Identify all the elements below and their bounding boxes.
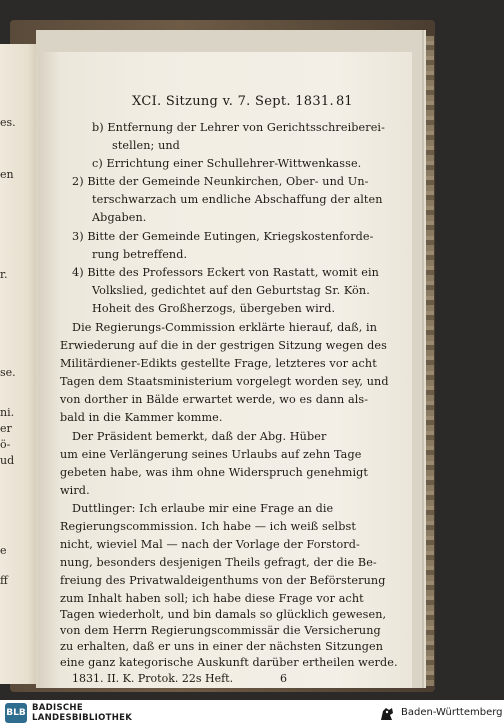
text-line: wird. (60, 484, 90, 497)
text-line: Tagen wiederholt, und bin damals so glücklich gewesen, (60, 608, 387, 621)
blb-name[interactable] (32, 703, 132, 723)
text-line: Hoheit des Großherzogs, übergeben wird. (92, 302, 336, 315)
text-line: 2) Bitte der Gemeinde Neunkirchen, Ober- und Un- (72, 175, 369, 188)
prev-page-fragment: e (0, 544, 7, 557)
text-line: rung betreffend. (92, 248, 188, 261)
prev-page-fragment: es. (0, 116, 16, 129)
blb-logo[interactable]: BLB (5, 703, 27, 723)
text-line: von dorther in Bälde erwartet werde, wo es dann als- (60, 393, 369, 406)
prev-page-fragment: ö- (0, 438, 11, 451)
text-line: Die Regierungs-Commission erklärte hierauf, daß, in (72, 321, 378, 334)
text-line: Tagen dem Staatsministerium vorgelegt worden sey, und (60, 375, 389, 388)
text-line: nicht, wieviel Mal — nach der Vorlage der Forstord- (60, 538, 360, 551)
text-line: bald in die Kammer komme. (60, 411, 223, 424)
text-line: Militärdiener-Edikts gestellte Frage, letzteres vor acht (60, 357, 377, 370)
text-line: Volkslied, gedichtet auf den Geburtstag Sr. Kön. (92, 284, 370, 297)
text-line: eine ganz kategorische Auskunft darüber ertheilen werde. (60, 656, 398, 669)
previous-page-edge (0, 44, 40, 684)
text-line: um eine Verlängerung seines Urlaubs auf zehn Tage (60, 448, 362, 461)
prev-page-fragment: er (0, 422, 12, 435)
prev-page-fragment: ff (0, 574, 8, 587)
blb-name-line1: BADISCHE (32, 703, 83, 713)
text-line: Der Präsident bemerkt, daß der Abg. Hüber (72, 430, 327, 443)
library-footer-bar (0, 700, 504, 727)
footer-signature-text: 1831. II. K. Protok. 22s Heft. (72, 672, 234, 685)
text-line: freiung des Privatwaldeigenthums von der Beförsterung (60, 574, 386, 587)
prev-page-fragment: se. (0, 366, 16, 379)
page-header: XCI. Sitzung v. 7. Sept. 1831. (132, 94, 334, 109)
text-line: von dem Herrn Regierungscommissär die Versicherung (60, 624, 381, 637)
cover-edge (420, 36, 434, 686)
text-line: Abgaben. (92, 211, 147, 224)
text-line: Erwiederung auf die in der gestrigen Sitzung wegen des (60, 339, 387, 352)
text-line: zum Inhalt haben soll; ich habe diese Frage vor acht (60, 592, 364, 605)
text-line: 4) Bitte des Professors Eckert von Rastatt, womit ein (72, 266, 379, 279)
text-line: b) Entfernung der Lehrer von Gerichtsschreiberei- (92, 121, 385, 134)
text-line: Duttlinger: Ich erlaube mir eine Frage an die (72, 502, 334, 515)
prev-page-fragment: ud (0, 454, 15, 467)
baden-wuerttemberg-label[interactable]: Baden-Württemberg (401, 707, 503, 718)
footer-sheet-number: 6 (280, 672, 287, 685)
prev-page-fragment: ni. (0, 406, 15, 419)
baden-wuerttemberg-lion-icon (378, 705, 396, 723)
text-line: nung, besonders desjenigen Theils gefragt, der die Be- (60, 556, 377, 569)
text-line: zu erhalten, daß er uns in einer der nächsten Sitzungen (60, 640, 384, 653)
blb-name-line2: LANDESBIBLIOTHEK (32, 713, 133, 723)
text-line: gebeten habe, was ihm ohne Widerspruch genehmigt (60, 466, 368, 479)
text-line: 3) Bitte der Gemeinde Eutingen, Kriegskostenforde- (72, 230, 374, 243)
prev-page-fragment: r. (0, 268, 8, 281)
text-line: terschwarzach um endliche Abschaffung der alten (92, 193, 383, 206)
text-line: Regierungscommission. Ich habe — ich weiß selbst (60, 520, 356, 533)
page-number: 81 (336, 94, 353, 109)
text-line: stellen; und (112, 139, 180, 152)
prev-page-fragment: en (0, 168, 14, 181)
text-line: c) Errichtung einer Schullehrer-Wittwenkasse. (92, 157, 362, 170)
